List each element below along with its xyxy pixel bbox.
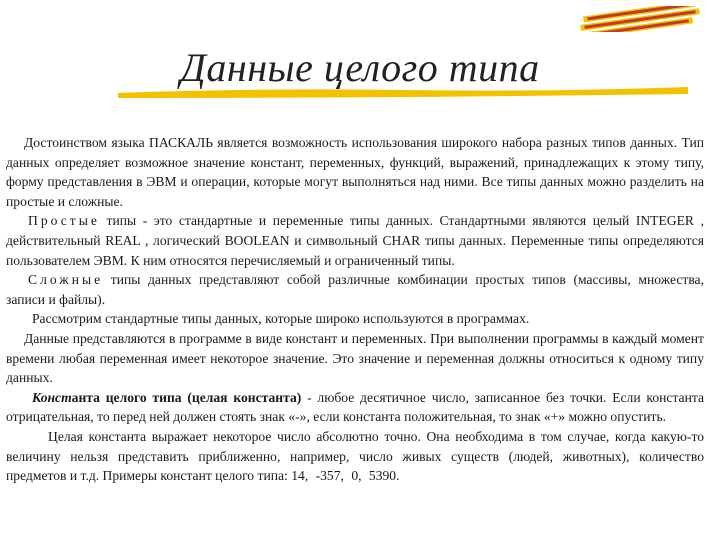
highlighter-stroke — [118, 84, 688, 100]
term-integer-constant-italic: Конст — [32, 389, 72, 405]
stacked-books-logo-icon — [578, 6, 710, 32]
paragraph-examples-text: Целая константа выражает некоторое число абсолютно точно. Она необходима в том случае, когда какую-то величину нельзя представить приближенно, например, число живых существ (людей, животных), количество предметов и т.д. Примеры констант целого типа: — [6, 428, 704, 484]
paragraph-simple-text: типы - это стандартные и переменные типы данных. Стандартными являются целый INTEGER , действительный REAL , логический BOOLEAN и символьный CHAR типы данных. Переменные типы определяются пользователем ЭВМ. К ним относятся перечисляемый и ограниченный типы. — [6, 213, 704, 268]
body-text — [6, 133, 704, 486]
paragraph-complex-types — [6, 270, 704, 309]
term-simple: Простые — [28, 213, 100, 229]
term-complex: Сложные — [28, 272, 104, 288]
paragraph-examples — [6, 427, 704, 486]
slide-title: Данные целого типа — [180, 45, 540, 90]
term-integer-constant-bold: анта целого типа (целая константа) — [71, 389, 302, 405]
paragraph-simple-types — [6, 211, 704, 270]
integer-examples: 14, -357, 0, 5390. — [291, 468, 400, 484]
paragraph-intro: Достоинством языка ПАСКАЛЬ является возможность использования широкого набора разных типов данных. Тип данных определяет возможное значение констант, переменных, функций, выражений, принадлежащих к этому типу, форму представления в ЭВМ и операции, которые могут выполняться над ними. Все типы данных можно разделить на простые и сложные. — [6, 135, 704, 209]
paragraph-integer-constant — [6, 388, 704, 427]
paragraph-complex-text: типы данных представляют собой различные комбинации простых типов (массивы, множества, записи и файлы). — [6, 272, 704, 307]
paragraph-integer-constant-text: - любое десятичное число, записанное без точки. Если константа отрицательная, то перед ней должен стоять знак «-», если константа положительная, то знак «+» можно опустить. — [6, 389, 704, 425]
paragraph-standard-types: Рассмотрим стандартные типы данных, которые широко используются в программах. — [32, 311, 530, 327]
paragraph-data-representation: Данные представляются в программе в виде констант и переменных. При выполнении программы в каждый момент времени любая переменная имеет некоторое значение. Это значение и переменная должны относиться к одному типу данных. — [6, 330, 704, 386]
